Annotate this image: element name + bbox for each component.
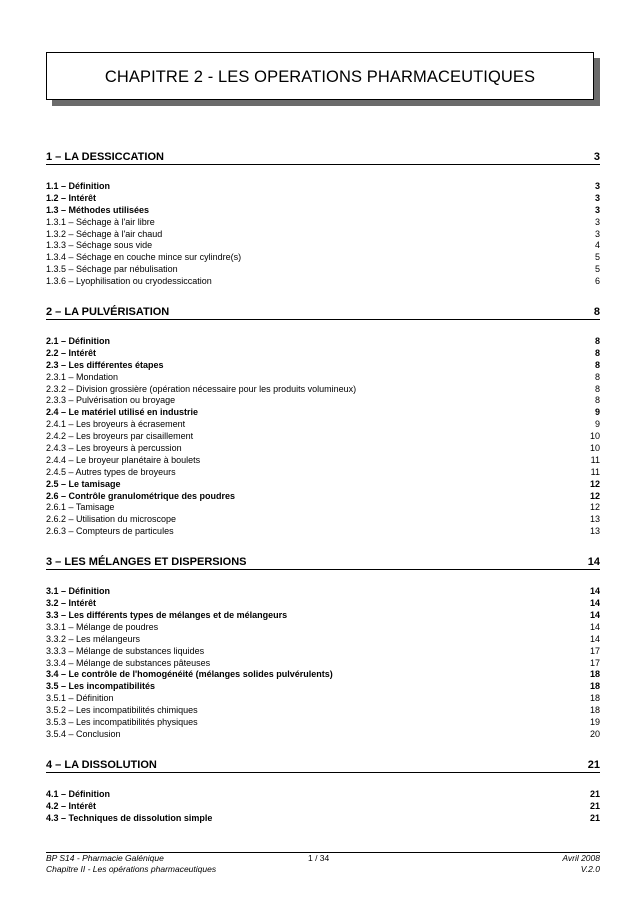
toc-entry[interactable]	[46, 372, 600, 384]
toc-entry-label: 3.5.3 – Les incompatibilités physiques	[46, 716, 198, 727]
toc-entry-page: 12	[589, 490, 600, 501]
toc-entry[interactable]	[46, 431, 600, 443]
toc-section-page: 14	[587, 556, 600, 569]
toc-entry-page: 11	[590, 466, 600, 477]
toc-entry-page: 5	[594, 252, 600, 263]
toc-entry-label: 2.4.5 – Autres types de broyeurs	[46, 466, 176, 477]
toc-entry[interactable]	[46, 813, 600, 825]
footer-page-number: 1 / 34	[308, 853, 330, 863]
toc-entry-label: 3.3.1 – Mélange de poudres	[46, 621, 159, 632]
toc-entry-page: 20	[589, 728, 600, 739]
toc-entry[interactable]	[46, 407, 600, 419]
footer-chapter: Chapitre II - Les opérations pharmaceutiques	[46, 864, 217, 874]
toc-entry-page: 14	[589, 621, 600, 632]
toc-entry[interactable]	[46, 693, 600, 705]
toc-entry[interactable]	[46, 419, 600, 431]
toc-section	[46, 758, 600, 825]
toc-entry[interactable]	[46, 395, 600, 407]
toc-entry-label: 2.3 – Les différentes étapes	[46, 359, 164, 370]
toc-entry-label: 2.4.2 – Les broyeurs par cisaillement	[46, 431, 194, 442]
toc-entry-label: 1.3.5 – Séchage par nébulisation	[46, 264, 178, 275]
toc-entry-page: 21	[589, 788, 600, 799]
toc-entry[interactable]	[46, 205, 600, 217]
toc-entry[interactable]	[46, 240, 600, 252]
footer-course: BP S14 - Pharmacie Galénique	[46, 853, 164, 863]
toc-entry-label: 2.3.2 – Division grossière (opération nécessaire pour les produits volumineux)	[46, 383, 357, 394]
toc-section-title: 3 – LES MÉLANGES ET DISPERSIONS	[46, 556, 247, 569]
toc-entry[interactable]	[46, 181, 600, 193]
toc-entry-label: 3.3.2 – Les mélangeurs	[46, 633, 141, 644]
toc-entry-page: 21	[589, 800, 600, 811]
toc-entry-page: 8	[594, 395, 600, 406]
toc-entry[interactable]	[46, 455, 600, 467]
toc-entry-page: 14	[589, 598, 600, 609]
toc-entry-page: 3	[594, 181, 600, 191]
toc-entry-label: 2.6 – Contrôle granulométrique des poudres	[46, 490, 236, 501]
toc-entry[interactable]	[46, 384, 600, 396]
toc-section-title: 4 – LA DISSOLUTION	[46, 758, 157, 771]
toc-entry[interactable]	[46, 502, 600, 514]
toc-entry[interactable]	[46, 789, 600, 801]
toc-entry[interactable]	[46, 348, 600, 360]
toc-entry-page: 11	[590, 454, 600, 465]
toc-entry[interactable]	[46, 729, 600, 741]
toc-entry-page: 18	[589, 681, 600, 692]
toc-entry[interactable]	[46, 717, 600, 729]
page-footer	[46, 852, 600, 875]
toc-entry-label: 2.6.3 – Compteurs de particules	[46, 526, 174, 537]
toc-entry-label: 1.3 – Méthodes utilisées	[46, 204, 150, 215]
toc-entry[interactable]	[46, 467, 600, 479]
toc-entry[interactable]	[46, 622, 600, 634]
toc-entry[interactable]	[46, 336, 600, 348]
toc-entry-page: 19	[589, 716, 600, 727]
toc-entry-page: 5	[594, 264, 600, 275]
toc-entry-page: 3	[594, 192, 600, 203]
toc-section	[46, 305, 600, 555]
toc-entry-page: 18	[589, 693, 600, 704]
toc-entry-label: 1.3.2 – Séchage à l'air chaud	[46, 228, 163, 239]
footer-date: Avril 2008	[562, 853, 600, 863]
toc-entry-page: 10	[589, 443, 600, 454]
toc-entry-page: 18	[589, 669, 600, 680]
toc-entry[interactable]	[46, 491, 600, 503]
toc-entry[interactable]	[46, 610, 600, 622]
chapter-title: CHAPITRE 2 - LES OPERATIONS PHARMACEUTIQUES	[104, 68, 536, 86]
toc-entry-page: 17	[589, 657, 600, 668]
toc-entry-page: 18	[589, 705, 600, 716]
toc-entry[interactable]	[46, 801, 600, 813]
toc-entry-page: 14	[589, 633, 600, 644]
toc-section	[46, 555, 600, 758]
toc-entry-label: 1.3.4 – Séchage en couche mince sur cylindre(s)	[46, 252, 242, 263]
toc-entry[interactable]	[46, 514, 600, 526]
toc-entry[interactable]	[46, 217, 600, 229]
toc-entry-page: 3	[594, 216, 600, 227]
toc-entry-page: 21	[589, 812, 600, 823]
toc-section-page: 21	[587, 758, 600, 771]
toc-section-page: 8	[593, 306, 600, 319]
toc-entry[interactable]	[46, 276, 600, 288]
toc-entry[interactable]	[46, 360, 600, 372]
toc-entry-page: 12	[589, 478, 600, 489]
toc-entry-page: 13	[589, 526, 600, 537]
footer-version: V.2.0	[580, 864, 600, 874]
toc-entry-label: 1.2 – Intérêt	[46, 192, 97, 203]
toc-entry-label: 2.4.3 – Les broyeurs à percussion	[46, 443, 182, 454]
toc-entry-label: 3.3 – Les différents types de mélanges et de mélangeurs	[46, 609, 288, 620]
toc-entry[interactable]	[46, 586, 600, 598]
toc-entry[interactable]	[46, 598, 600, 610]
toc-entry-label: 1.3.1 – Séchage à l'air libre	[46, 216, 155, 227]
toc-entry-page: 4	[594, 240, 600, 251]
toc-section-title: 1 – LA DESSICCATION	[46, 151, 164, 163]
toc-entry-label: 1.3.3 – Séchage sous vide	[46, 240, 153, 251]
toc-entry-page: 17	[589, 645, 600, 656]
toc-entry-page: 8	[594, 359, 600, 370]
toc-entry-label: 1.1 – Définition	[46, 181, 111, 191]
toc-entry-label: 2.2 – Intérêt	[46, 347, 97, 358]
chapter-title-box	[46, 52, 594, 100]
toc-section	[46, 150, 600, 305]
toc-entry[interactable]	[46, 252, 600, 264]
toc-entry-page: 9	[594, 407, 600, 418]
toc-entry-label: 2.3.3 – Pulvérisation ou broyage	[46, 395, 176, 406]
toc-entry-page: 8	[594, 336, 600, 347]
toc-entry-page: 12	[589, 502, 600, 513]
toc-entry-label: 2.1 – Définition	[46, 336, 111, 347]
toc-entry-label: 2.4 – Le matériel utilisé en industrie	[46, 407, 199, 418]
toc-entry-label: 4.2 – Intérêt	[46, 800, 97, 811]
toc-entry[interactable]	[46, 443, 600, 455]
toc-section-heading[interactable]	[46, 555, 600, 570]
toc-entry-label: 2.5 – Le tamisage	[46, 478, 121, 489]
toc-entry-label: 4.1 – Définition	[46, 788, 111, 799]
toc-entry-label: 1.3.6 – Lyophilisation ou cryodessiccation	[46, 276, 212, 287]
toc-entry-label: 3.5.1 – Définition	[46, 693, 114, 704]
toc-entry-label: 3.4 – Le contrôle de l'homogénéité (mélanges solides pulvérulents)	[46, 669, 333, 680]
table-of-contents	[46, 150, 600, 824]
toc-entry[interactable]	[46, 526, 600, 538]
toc-section-title: 2 – LA PULVÉRISATION	[46, 306, 170, 319]
toc-entry-page: 3	[594, 204, 600, 215]
toc-entry-label: 3.5.2 – Les incompatibilités chimiques	[46, 705, 198, 716]
toc-entry[interactable]	[46, 658, 600, 670]
toc-entry-label: 3.5 – Les incompatibilités	[46, 681, 156, 692]
toc-entry-label: 4.3 – Techniques de dissolution simple	[46, 812, 213, 823]
toc-entry-label: 3.1 – Définition	[46, 586, 111, 597]
toc-section-heading[interactable]	[46, 758, 600, 773]
toc-section-heading[interactable]	[46, 150, 600, 165]
toc-entry-label: 2.6.2 – Utilisation du microscope	[46, 514, 177, 525]
toc-entry-page: 14	[589, 609, 600, 620]
toc-entry[interactable]	[46, 634, 600, 646]
toc-entry[interactable]	[46, 705, 600, 717]
toc-entry-label: 2.4.1 – Les broyeurs à écrasement	[46, 419, 186, 430]
toc-entry-page: 9	[594, 419, 600, 430]
toc-entry-page: 8	[594, 347, 600, 358]
toc-entry[interactable]	[46, 193, 600, 205]
toc-entry-label: 3.2 – Intérêt	[46, 598, 97, 609]
toc-entry-label: 3.3.3 – Mélange de substances liquides	[46, 645, 205, 656]
toc-entry-page: 6	[594, 276, 600, 287]
toc-entry[interactable]	[46, 264, 600, 276]
toc-entry[interactable]	[46, 681, 600, 693]
toc-entry-label: 3.3.4 – Mélange de substances pâteuses	[46, 657, 211, 668]
toc-entry-page: 3	[594, 228, 600, 239]
toc-entry-label: 2.4.4 – Le broyeur planétaire à boulets	[46, 454, 201, 465]
toc-entry-page: 8	[594, 383, 600, 394]
toc-section-heading[interactable]	[46, 305, 600, 320]
toc-entry-label: 2.3.1 – Mondation	[46, 371, 119, 382]
toc-entry[interactable]	[46, 229, 600, 241]
toc-entry-label: 2.6.1 – Tamisage	[46, 502, 115, 513]
toc-entry[interactable]	[46, 646, 600, 658]
toc-entry[interactable]	[46, 479, 600, 491]
toc-entry-page: 8	[594, 371, 600, 382]
toc-entry-page: 13	[589, 514, 600, 525]
toc-entry[interactable]	[46, 669, 600, 681]
toc-entry-label: 3.5.4 – Conclusion	[46, 728, 121, 739]
toc-entry-page: 14	[589, 586, 600, 597]
toc-section-page: 3	[593, 151, 600, 163]
toc-entry-page: 10	[589, 431, 600, 442]
